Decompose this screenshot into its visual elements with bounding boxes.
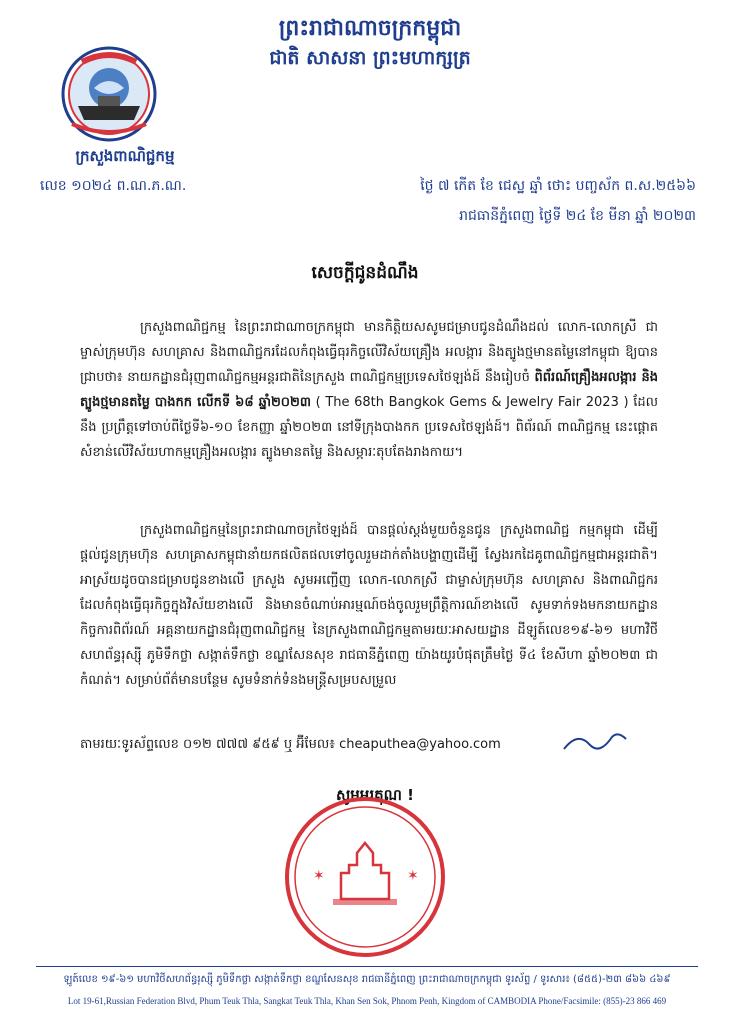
event-name: ពិព័រណ៍គ្រឿងអលង្ការ និងត្បូងថ្មមានតម្លៃ បាងកក លើកទី ៦៨ ឆ្នាំ២០២៣ <box>80 370 658 410</box>
kingdom-heading: ព្រះរាជាណាចក្រកម្ពុជា <box>278 16 462 41</box>
contact-line: តាមរយៈទូរស័ព្ទលេខ ០១២ ៧៧៧ ៩៥៩ ឬ អ៊ីមែល៖ cheaputhea@yahoo.com <box>80 737 501 752</box>
solar-date: រាជធានីភ្នំពេញ ថ្ងៃទី ២៤ ខែ មីនា ឆ្នាំ ២០២៣ <box>459 208 696 224</box>
svg-text:✶: ✶ <box>313 868 325 884</box>
footer-address-khmer: ឡូត៍លេខ ១៩-៦១ មហាវិថីសហព័ន្ធរុស្ស៊ី ភូមិទឹកថ្លា សង្កាត់ទឹកថ្លា ខណ្ឌសែនសុខ រាជធានីភ្នំពេញ ព្រះរាជាណាចក្រកម្ពុជា ទូរស័ព្ទ / ទូរសារ៖ (៨៥៥)-២៣ ៨៦៦ ៤៦៩ <box>63 974 671 985</box>
ministry-name: ក្រសួងពាណិជ្ជកម្ម <box>75 147 175 165</box>
footer-address-english: Lot 19-61,Russian Federation Blvd, Phum Teuk Thla, Sangkat Teuk Thla, Khan Sen Sok, Phnom Penh, Kingdom of CAMBODIA Phone/Facsimile: (855)-23 866 469 <box>67 996 667 1006</box>
footer-divider <box>36 966 698 967</box>
svg-text:✶: ✶ <box>407 868 419 884</box>
lunar-date: ថ្ងៃ ៧ កើត ខែ ជេស្ឋ ឆ្នាំ ថោះ បញ្ចស័ក ព.ស.២៥៦៦ <box>420 178 696 194</box>
paragraph-1-rest: ដែលនឹង ប្រព្រឹត្តទៅចាប់ពីថ្ងៃទី៦-១០ ខែកញ្ញា ឆ្នាំ២០២៣ នៅទីក្រុងបាងកក ប្រទេសថៃឡង់ដ៍។ ពិព័រណ៍ ពាណិជ្ជកម្ម នេះផ្តោតសំខាន់លើវិស័យហាកម្មគ្រឿងអលង្ការ ត្បូងមានតម្លៃ និងសម្ភារៈតុបតែងរាងកាយ។ <box>80 395 658 460</box>
event-name-english: ( The 68th Bangkok Gems & Jewelry Fair 2023 ) <box>315 395 629 410</box>
notice-title: សេចក្តីជូនដំណឹង <box>311 263 419 283</box>
paragraph-2: ក្រសួងពាណិជ្ជកម្មនៃព្រះរាជាណាចក្រថៃឡង់ដ៍ បានផ្តល់ស្តង់មួយចំនួនជូន ក្រសួងពាណិជ្ជ កម្មកម្ពុជា ដើម្បីផ្តល់ជូនក្រុមហ៊ុន សហគ្រាសកម្ពុជានាំយកផលិតផលទៅចូលរួមដាក់តាំងបង្ហាញដើម្បី ស្វែងរកដៃគូពាណិជ្ជកម្មជាអន្តរជាតិ។ អាស្រ័យដូចបានជម្រាបជូនខាងលើ ក្រសួង សូមអញ្ជើញ លោក-លោកស្រី ជាម្ចាស់ក្រុមហ៊ុន សហគ្រាស និងពាណិជ្ជករដែលកំពុងធ្វើធុរកិច្ចក្នុងវិស័យខាងលើ និងមានចំណាប់អារម្មណ៍ចង់ចូលរួមព្រឹត្តិការណ៍ខាងលើ សូមទាក់ទងមកនាយកដ្ឋានកិច្ចការពិព័រណ៍ អគ្គនាយកដ្ឋានជំរុញពាណិជ្ជកម្ម នៃក្រសួងពាណិជ្ជកម្មតាមរយៈអាសយដ្ឋាន ដីឡូត៍លេខ១៩-៦១ មហាវិថីសហព័ន្ធរុស្ស៊ី ភូមិទឹកថ្លា សង្កាត់ទឹកថ្លា ខណ្ឌសែនសុខ រាជធានីភ្នំពេញ យ៉ាងយូរបំផុតត្រឹមថ្ងៃ ទី៤ ខែសីហា ឆ្នាំ២០២៣ ជាកំណត់។ សម្រាប់ព័ត៌មានបន្ថែម សូមទំនាក់ទំនងមន្ត្រីសម្របសម្រួល <box>80 523 658 688</box>
paragraph-1 <box>80 315 658 465</box>
closing-thanks: សូមអរគុណ ! <box>336 786 414 804</box>
reference-number: លេខ ១០២៤ ព.ណ.ភ.ណ. <box>40 178 187 194</box>
signature <box>560 727 630 761</box>
ministry-seal <box>283 795 448 964</box>
ministry-logo <box>54 44 164 148</box>
paragraph-1-intro: ក្រសួងពាណិជ្ជកម្ម នៃព្រះរាជាណាចក្រកម្ពុជា មានកិត្តិយសសូមជម្រាបជូនដំណឹងដល់ លោក-លោកស្រី ជាម្ចាស់ក្រុមហ៊ុន សហគ្រាស និងពាណិជ្ជករដែលកំពុងធ្វើធុរកិច្ចលើវិស័យគ្រឿង អលង្ការ និងត្បូងថ្មមានតម្លៃនៅកម្ពុជា ឱ្យបានជ្រាបថា៖ នាយកដ្ឋានជំរុញពាណិជ្ជកម្មអន្តរជាតិនៃក្រសួង ពាណិជ្ជកម្មប្រទេសថៃឡង់ដ៍ នឹងរៀបចំ <box>80 320 658 385</box>
national-motto: ជាតិ សាសនា ព្រះមហាក្សត្រ <box>269 47 471 69</box>
